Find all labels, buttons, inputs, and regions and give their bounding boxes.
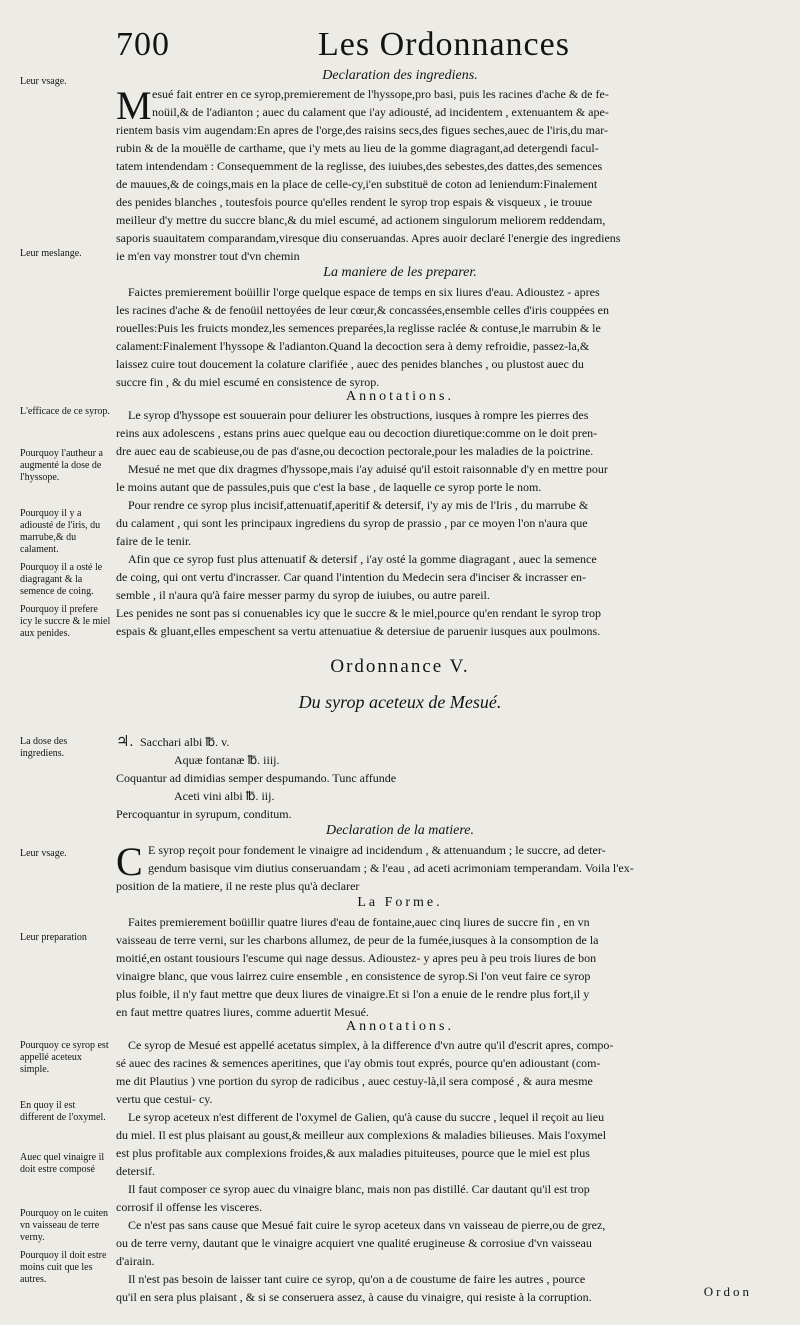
recipe-line: Aquæ fontanæ ℔. iiij. [174,753,280,767]
text-line: vinaigre blanc, que vous lairrez cuire ensemble , en consistence de syrop.Si l'on veut faire ce syrop [116,969,591,983]
margin-note: Pourquoy il doit estre moins cuit que les autres. [20,1250,107,1285]
ordonnance-heading: Ordonnance V. [330,656,470,677]
text-line: ie m'en vay monstrer tout d'vn chemin [116,249,300,263]
text-line: saporis suauitatem comparandam,viresque diu conseruandas. Apres auoir declaré l'energie des ingrediens [116,231,621,245]
text-line: du miel. Il est plus plaisant au goust,& meilleur aux complexions & maladies bilieuses. Mais l'oxymel [116,1128,607,1142]
drop-cap-c: C [116,839,143,884]
text-line: faire de le tenir. [116,534,192,548]
text-line: calament:Finalement l'hyssope & l'adianton.Quand la decoction sera à demy refroidie, passez-la,& [116,339,590,353]
recipe-line: Sacchari albi ℔. v. [140,735,230,749]
text-line: Le syrop aceteux n'est different de l'oxymel de Galien, qu'à cause du succre , lequel il reçoit au lieu [128,1110,605,1124]
text-line: le moins autant que de passules,puis que c'est la base , de laquelle ce syrop porte le nom. [116,480,542,494]
text-line: du calament , qui sont les principaux ingrediens du syrop de prassio , par ce moyen l'on n'aura que [116,516,588,530]
recipe-line: Coquantur ad dimidias semper despumando. Tunc affunde [116,771,397,785]
margin-note: Pourquoy ce syrop est appellé aceteux simple. [20,1040,109,1075]
text-line: plus foible, il n'y faut mettre que deux liures de vinaigre.Et si l'on a enuie de le rendre plus fort,il y [116,987,590,1001]
text-line: Faites premierement boüillir quatre liures d'eau de fontaine,auec cinq liures de succre fin , en vn [128,915,590,929]
text-line: de mauues,& de coings,mais en la place de celle-cy,i'en substituë de coton ad leniendum:Finalement [116,177,598,191]
text-line: rientem basis vim augendam:En apres de l'orge,des raisins secs,des figues seches,auec de l'iris,du mar- [116,123,609,137]
catchword: Ordon [703,1284,752,1299]
margin-note: Leur meslange. [20,248,82,259]
recipe-line: Aceti vini albi ℔. iij. [174,789,275,803]
text-line: Afin que ce syrop fust plus attenuatif & detersif , i'ay osté la gomme diagragant , auec la semence [128,552,597,566]
text-line: des penides blanches , toutesfois pource qu'elles rendent le syrop trop espais & visqueux , ie trouue [116,195,593,209]
text-line: dre auec eau de scabieuse,ou de pas d'asne,ou decoction pectorale,pour les maladies de la poictrine. [116,444,594,458]
section-heading-annotations-2: Annotations. [346,1019,454,1034]
text-line: E syrop reçoit pour fondement le vinaigre ad incidendum , & attenuandum ; le succre, ad deter- [148,843,606,857]
text-line: Ce n'est pas sans cause que Mesué fait cuire le syrop aceteux dans vn vaisseau de pierre,ou de grez, [128,1218,606,1232]
text-line: Les penides ne sont pas si conuenables icy que le succre & le miel,pource qu'en rendant le syrop trop [116,606,602,620]
section-heading-forme: La Forme. [357,895,443,910]
page-number: 700 [116,26,170,63]
text-line: reins aux adolescens , estans prins auec quelque eau ou decoction diuretique:comme on le doit pren- [116,426,598,440]
margin-note: Pourquoy on le cuiten vn vaisseau de terre verny. [20,1208,109,1243]
margin-note: En quoy il est different de l'oxymel. [20,1100,106,1123]
margin-note: Pourquoy il prefere icy le succre & le miel aux penides. [20,604,111,639]
text-line: Il n'est pas besoin de laisser tant cuire ce syrop, qu'on a de coustume de faire les autres , pource [128,1272,586,1286]
text-line: est plus profitable aux complexions froides,& aux maladies pituiteuses, pource que le miel est plus [116,1146,590,1160]
recipe-title: Du syrop aceteux de Mesué. [298,692,502,712]
margin-note: Pourquoy il y a adiousté de l'iris, du marrube,& du calament. [20,508,101,555]
text-line: Mesué ne met que dix dragmes d'hyssope,mais i'ay aduisé qu'il estoit raisonnable d'y en mettre pour [128,462,608,476]
text-line: laissez cuire tout doucement la colature clarifiée , auec des penides blanches , ou plustost auec du [116,357,584,371]
text-line: tatem intendendam : Consequemment de la reglisse, des iuiubes,des sebestes,des dattes,des semences [116,159,603,173]
text-line: qu'il en sera plus plaisant , & si se conseruera assez, à cause du vinaigre, qui resiste à la corruption. [116,1290,592,1304]
margin-note: Leur vsage. [20,848,67,859]
text-line: Faictes premierement boüillir l'orge quelque espace de temps en six liures d'eau. Adioustez - apres [128,285,600,299]
margin-note: Leur vsage. [20,76,67,87]
text-line: ou de terre verny, dautant que le vinaigre acquiert vne qualité erugineuse & corrosiue d'vn vaisseau [116,1236,592,1250]
text-line: d'airain. [116,1254,155,1268]
text-line: noüil,& de l'adianton ; auec du calament que i'ay adiousté, ad incidentem , extenuantem & ape- [152,105,609,119]
margin-note: Auec quel vinaigre il doit estre composé [20,1152,105,1175]
text-line: me dit Plautius ) vne portion du syrop de radicibus , auec cestuy-là,il sera composé , & aura mesme [116,1074,593,1088]
text-line: corrosif il offense les visceres. [116,1200,263,1214]
section-heading-preparer: La maniere de les preparer. [323,265,477,280]
drop-cap-m: M [116,83,152,128]
text-line: moitié,en ostant tousiours l'escume qui nage dessus. Adioustez- y apres peu à peu trois liures de bon [116,951,597,965]
margin-note: Pourquoy l'autheur a augmenté la dose de l'hyssope. [20,448,103,483]
text-line: vaisseau de terre verni, sur les charbons allumez, de peur de la fumée,iusques à la consomption de la [116,933,599,947]
section-heading-annotations: Annotations. [346,389,454,404]
text-line: succre fin , & du miel escumé en consistence de syrop. [116,375,380,389]
text-line: Ce syrop de Mesué est appellé acetatus simplex, à la difference d'vn autre qu'il d'escrit apres, compo- [128,1038,614,1052]
text-line: Le syrop d'hyssope est souuerain pour deliurer les obstructions, iusques à rompre les pierres des [128,408,589,422]
text-line: de coing, qui ont vertu d'incrasser. Car quand l'intention du Medecin sera d'inciser & incrasser en- [116,570,587,584]
margin-note: Leur preparation [20,932,87,943]
text-line: gendum basisque vim diutius conseruandam ; & l'eau , ad aceti acrimoniam temperandam. Voila l'ex- [148,861,634,875]
text-line: sé auec des racines & semences aperitines, que i'ay obmis tout exprés, pource qu'en adioustant (com- [116,1056,601,1070]
section-heading-declaration: Declaration des ingrediens. [322,68,478,83]
text-line: position de la matiere, il ne reste plus qu'à declarer [116,879,360,893]
text-line: Il faut composer ce syrop auec du vinaigre blanc, mais non pas distillé. Car dautant qu'il est trop [128,1182,590,1196]
text-line: meilleur d'y mettre du succre blanc,& du miel escumé, ad actionem singulorum meliorem reddendam, [116,213,606,227]
margin-note: L'efficace de ce syrop. [20,406,110,417]
text-line: esué fait entrer en ce syrop,premierement de l'hyssope,pro basi, puis les racines d'ache & de fe- [152,87,609,101]
section-heading-matiere: Declaration de la matiere. [325,823,474,838]
text-line: rubin & de la mouëlle de carthame, que i'y mets au lieu de la gomme diagragant,ad detergendi facul- [116,141,599,155]
text-line: rouelles:Puis les fruicts mondez,les semences preparées,la reglisse raclée & contuse,le marrubin & le [116,321,601,335]
margin-note: La dose des ingrediens. [20,736,68,759]
text-line: semble , il n'aura qu'à faire messer parmy du syrop de iuiubes, ou autre pareil. [116,588,490,602]
text-line: les racines d'ache & de fenoüil nettoyées de leur cœur,& concassées,ensemble celles d'iris couppées en [116,303,609,317]
text-line: en faut mettre quatres liures, comme aduertit Mesué. [116,1005,369,1019]
text-line: espais & gluant,elles empeschent sa vertu attenuatiue & detersiue de paruenir iusques aux poulmons. [116,624,601,638]
text-line: detersif. [116,1164,155,1178]
text-line: Pour rendre ce syrop plus incisif,attenuatif,aperitif & detersif, i'y ay mis de l'Iris , du marrube & [128,498,589,512]
recipe-symbol: ♃. [116,734,134,750]
text-line: vertu que cestui- cy. [116,1092,213,1106]
running-head: Les Ordonnances [318,26,570,63]
recipe-line: Percoquantur in syrupum, conditum. [116,807,292,821]
margin-note: Pourquoy il a osté le diagragant & la semence de coing. [20,562,103,597]
